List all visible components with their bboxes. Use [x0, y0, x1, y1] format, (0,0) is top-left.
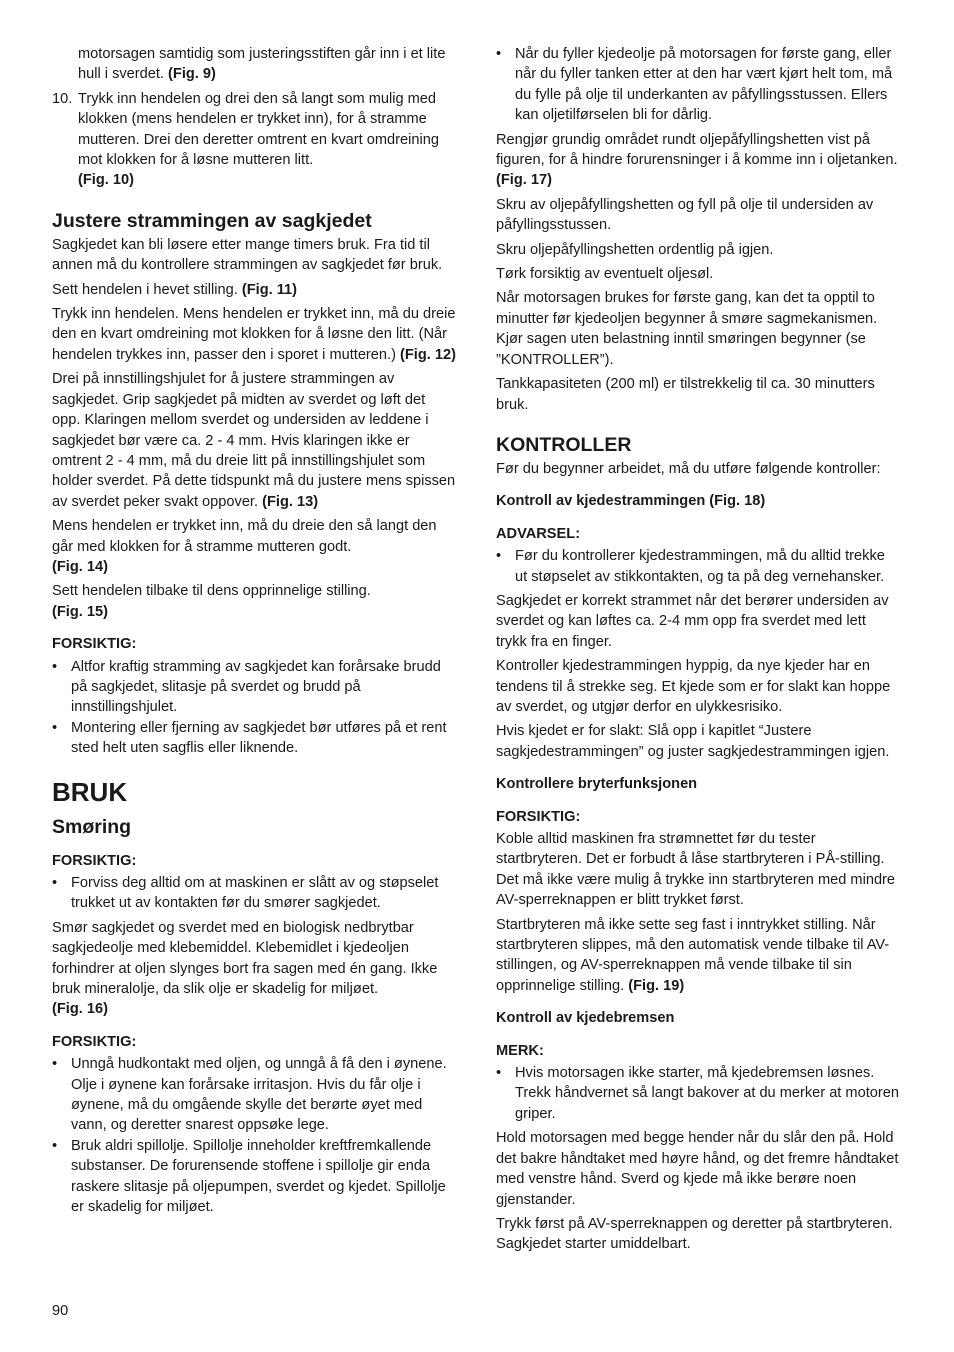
paragraph: Når motorsagen brukes for første gang, kan det ta opptil to minutter før kjedeoljen begynner å smøre sagmekanismen. Kjør sagen uten belastning inntil smøringen begynner (se ”KONTROLLER”). — [496, 290, 878, 368]
fig-ref: (Fig. 11) — [241, 281, 297, 298]
subheading-chain-brake: Kontroll av kjedebremsen — [496, 1010, 675, 1027]
fig-ref: (Fig. 10) — [78, 172, 134, 189]
step-number: 10. — [52, 90, 73, 107]
fig-ref: (Fig. 15) — [52, 603, 108, 620]
bullet-dot: • — [496, 1065, 502, 1082]
fig-ref: (Fig. 19) — [628, 977, 685, 994]
bullet-dot: • — [52, 719, 58, 736]
bullet-item: • Forviss deg alltid om at maskinen er slått av og støpselet trukket ut av kontakten før du smører sagkjedet. — [52, 875, 439, 912]
section-heading-lubrication: Smøring — [52, 815, 132, 838]
left-column — [52, 44, 456, 1218]
bullet-dot: • — [52, 1137, 58, 1154]
paragraph: Før du begynner arbeidet, må du utføre følgende kontroller: — [496, 460, 881, 477]
bullet-dot: • — [52, 875, 58, 891]
note-label: MERK: — [496, 1042, 544, 1059]
paragraph: Skru oljepåfyllingshetten ordentlig på igjen. — [496, 241, 774, 258]
step-10 — [52, 89, 456, 191]
paragraph: Smør sagkjedet og sverdet med en biologisk nedbrytbar sagkjedeolje med klebemiddel. Klebemidlet i kjedeoljen forhindrer at oljen slynges bort fra sagen med én gang. Ikke bruk mineralolje, da slik olje er skadelig for miljøet. (Fig. 16) — [52, 919, 438, 1018]
bullet-item: • Montering eller fjerning av sagkjedet bør utføres på et rent sted helt uten sagflis eller liknende. — [52, 719, 447, 757]
step-text: Trykk inn hendelen og drei den så langt som mulig med klokken (mens hendelen er trykket inn), for å stramme mutteren. Drei den deretter omtrent en kvart omdreining mot klokken for å løsne mutteren litt. — [78, 90, 439, 169]
paragraph: Rengjør grundig området rundt oljepåfyllingshetten vist på figuren, for å hindre forurensninger i å komme inn i oljetanken. (Fig. 17) — [496, 131, 898, 189]
section-heading-chain-tension: Justere strammingen av sagkjedet — [52, 209, 372, 232]
caution-label: FORSIKTIG: — [52, 636, 137, 653]
paragraph: Kontroller kjedestrammingen hyppig, da nye kjeder har en tendens til å strekke seg. Et kjede som er for slakt kan hoppe av sverdet, og utgjør derfor en ulykkesrisiko. — [496, 658, 891, 715]
bullet-item: • Altfor kraftig stramming av sagkjedet kan forårsake brudd på sagkjedet, slitasje på sverdet og brudd på innstillingshjulet. — [52, 658, 441, 716]
paragraph: Tankkapasiteten (200 ml) er tilstrekkelig til ca. 30 minutters bruk. — [496, 376, 875, 413]
bullet-dot: • — [496, 46, 502, 62]
bullet-dot: • — [52, 1056, 58, 1073]
paragraph: Sett hendelen tilbake til dens opprinnelige stilling. (Fig. 15) — [52, 583, 371, 620]
right-column — [496, 44, 900, 1259]
caution-label: FORSIKTIG: — [496, 808, 581, 825]
chapter-heading-use: BRUK — [52, 776, 128, 807]
fig-ref: (Fig. 12) — [400, 346, 456, 363]
subheading-chain-tension-check: Kontroll av kjedestrammingen (Fig. 18) — [496, 493, 766, 510]
bullet-item: • Når du fyller kjedeolje på motorsagen for første gang, eller når du fyller tanken etter at den har vært kjørt helt tom, må du fylle på olje til underkanten av påfyllingsstussen. Ellers kan oljetilførselen bli for dårlig. — [496, 46, 893, 124]
paragraph: Drei på innstillingshjulet for å justere strammingen av sagkjedet. Grip sagkjedet på midten av sverdet og løft det opp. Klaringen mellom sverdet og undersiden av leddene i sagkjedet bør være ca. 2 - 4 mm. Hvis klaringen ikke er omtrent 2 - 4 mm, må du dreie litt på innstillingshjulet som holder sverdet. På dette tidspunkt må du justere mens spissen av sverdet peker svakt oppover. (Fig. 13) — [52, 371, 456, 510]
paragraph: Trykk inn hendelen. Mens hendelen er trykket inn, må du dreie den en kvart omdreining mot klokken for å løsne den litt. (Når hendelen trykkes inn, passer den i sporet i mutteren.) (Fig. 12) — [52, 306, 456, 363]
caution-label: FORSIKTIG: — [52, 1033, 137, 1050]
paragraph: Tørk forsiktig av eventuelt oljesøl. — [496, 266, 714, 283]
section-heading-checks: KONTROLLER — [496, 433, 632, 456]
paragraph: Koble alltid maskinen fra strømnettet før du tester startbryteren. Det er forbudt å låse startbryteren i PÅ-stilling. Det må ikke være mulig å trykke inn startbryteren med mindre AV-sperreknappen er blitt trykket først. — [496, 831, 896, 909]
fig-ref: (Fig. 14) — [52, 558, 108, 575]
paragraph: Hvis kjedet er for slakt: Slå opp i kapitlet “Justere sagkjedestrammingen” og juster sagkjedestrammingen igjen. — [496, 723, 890, 760]
fig-ref: (Fig. 9) — [168, 66, 216, 83]
warning-label: ADVARSEL: — [496, 525, 581, 542]
page-number: 90 — [52, 1303, 69, 1319]
paragraph: Mens hendelen er trykket inn, må du dreie den så langt den går med klokken for å stramme mutteren godt. (Fig. 14) — [52, 518, 437, 575]
caution-label: FORSIKTIG: — [52, 852, 137, 869]
paragraph: Skru av oljepåfyllingshetten og fyll på olje til undersiden av påfyllingsstussen. — [496, 196, 874, 234]
bullet-item: • Før du kontrollerer kjedestrammingen, må du alltid trekke ut støpselet av stikkontakten, og ta på deg vernehansker. — [496, 548, 885, 585]
bullet-item: • Bruk aldri spillolje. Spillolje inneholder kreftfremkallende substanser. De forurensende stoffene i spillolje gir enda raskere slitasje på oljepumpen, sverdet og kjedet. Spillolje er skadelig for miljøet. — [52, 1137, 446, 1216]
paragraph: Sagkjedet er korrekt strammet når det berører undersiden av sverdet og kan løftes ca. 2-4 mm opp fra sverdet med lett trykk fra en finger. — [496, 592, 889, 650]
bullet-dot: • — [52, 658, 58, 675]
fig-ref: (Fig. 13) — [262, 493, 319, 510]
bullet-item: • Unngå hudkontakt med oljen, og unngå å få den i øynene. Olje i øynene kan forårsake irritasjon. Hvis du får olje i øynene, må du omgående skylle det berørte øyet med vann, og deretter snarest oppsøke lege. — [52, 1056, 447, 1134]
bullet-dot: • — [496, 548, 502, 565]
fig-ref: (Fig. 16) — [52, 1001, 108, 1018]
paragraph: Sett hendelen i hevet stilling. (Fig. 11) — [52, 281, 297, 298]
paragraph: Sagkjedet kan bli løsere etter mange timers bruk. Fra tid til annen må du kontrollere strammingen av sagkjedet før bruk. — [52, 236, 443, 274]
fig-ref: (Fig. 17) — [496, 172, 552, 189]
bullet-item: • Hvis motorsagen ikke starter, må kjedebremsen løsnes. Trekk håndvernet så langt bakover at du merker at motoren griper. — [496, 1065, 899, 1122]
paragraph: Trykk først på AV-sperreknappen og deretter på startbryteren. Sagkjedet starter umiddelbart. — [496, 1215, 893, 1253]
subheading-switch-function: Kontrollere bryterfunksjonen — [496, 776, 698, 793]
paragraph: Startbryteren må ikke sette seg fast i inntrykket stilling. Når startbryteren slippes, må den automatisk vende tilbake til AV-stillingen, og AV-sperreknappen må vende tilbake til sin opprinnelige stilling. (Fig. 19) — [496, 916, 890, 994]
step-9-continuation: motorsagen samtidig som justeringsstiften går inn i et lite hull i sverdet. (Fig. 9) — [78, 46, 446, 83]
paragraph: Hold motorsagen med begge hender når du slår den på. Hold det bakre håndtaket med høyre hånd, og det fremre håndtaket med venstre hånd. Sverd og kjede må ikke berøre noen gjenstander. — [496, 1130, 899, 1208]
